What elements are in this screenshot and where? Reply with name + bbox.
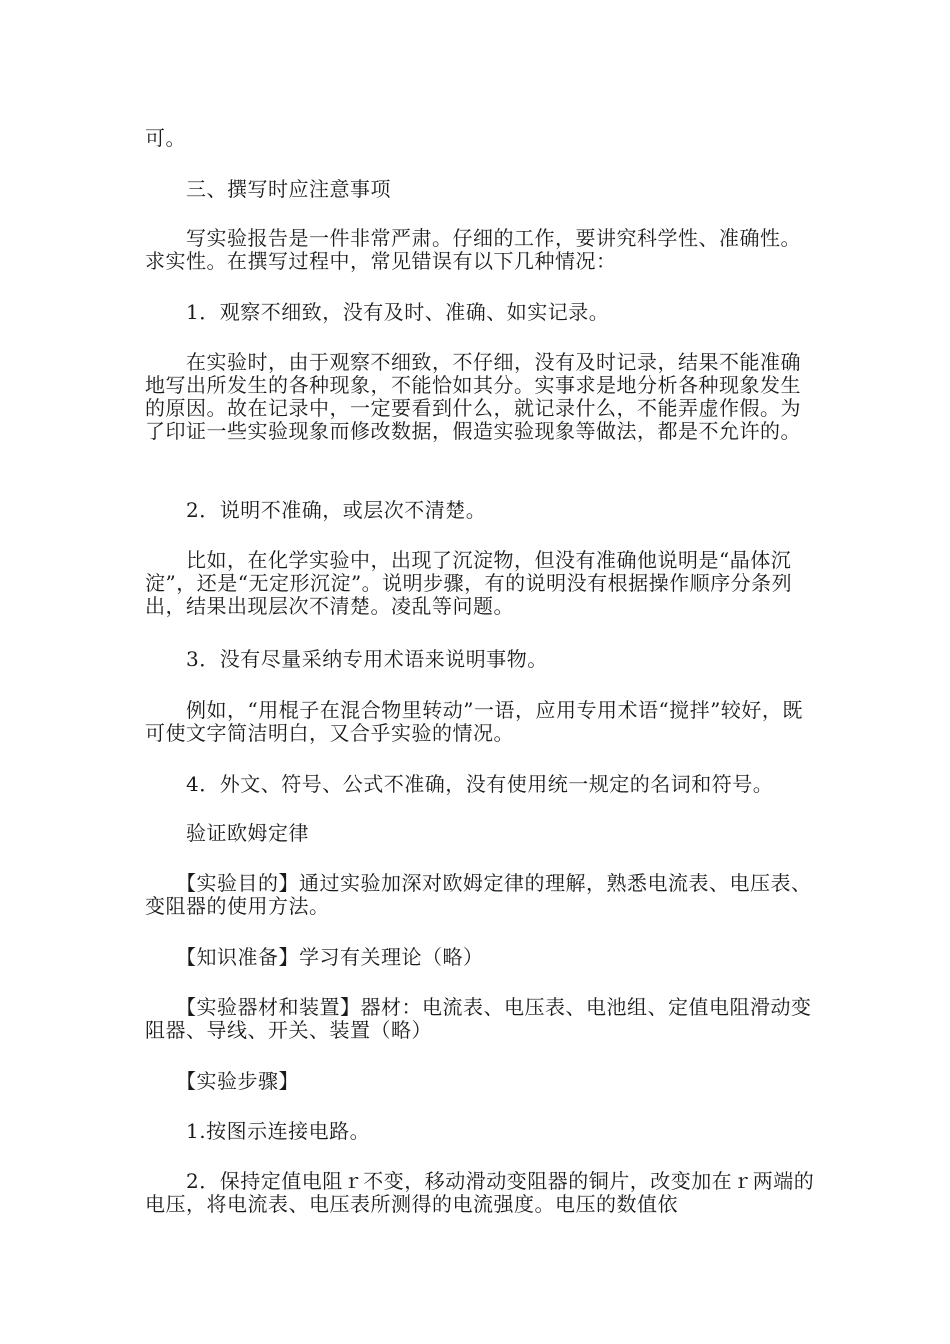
paragraph-observation: 在实验时，由于观察不细致，不仔细，没有及时记录，结果不能准确地写出所发生的各种现象，不能恰如其分。实事求是地分析各种现象发生的原因。故在记录中，一定要看到什么，就记录什么，不能弄虚作假。为了印证一些实验现象而修改数据，假造实验现象等做法，都是不允许的。	[145, 350, 801, 443]
experiment-knowledge: 【知识准备】学习有关理论（略）	[145, 945, 484, 969]
list-item-2-heading: 2．说明不准确，或层次不清楚。	[145, 498, 487, 522]
experiment-equipment: 【实验器材和装置】器材：电流表、电压表、电池组、定值电阻滑动变阻器、导线、开关、装置（略）	[145, 995, 812, 1042]
paragraph-example-terms: 例如，“用棍子在混合物里转动”一语，应用专用术语“搅拌”较好，既可使文字简洁明白，又合乎实验的情况。	[145, 698, 803, 745]
experiment-step-2: 2．保持定值电阻ｒ不变，移动滑动变阻器的铜片，改变加在ｒ两端的电压，将电流表、电压表所测得的电流强度。电压的数值依	[145, 1169, 815, 1216]
list-item-4-heading: 4．外文、符号、公式不准确，没有使用统一规定的名词和符号。	[145, 772, 774, 796]
list-item-1-heading: 1．观察不细致，没有及时、准确、如实记录。	[145, 300, 610, 324]
list-item-3-heading: 3．没有尽量采纳专用术语来说明事物。	[145, 647, 548, 671]
paragraph-intro: 写实验报告是一件非常严肃。仔细的工作，要讲究科学性、准确性。求实性。在撰写过程中，常见错误有以下几种情况：	[145, 226, 801, 273]
section-heading-notes: 三、撰写时应注意事项	[145, 177, 391, 201]
experiment-steps-heading: 【实验步骤】	[145, 1069, 299, 1093]
experiment-purpose: 【实验目的】通过实验加深对欧姆定律的理解，熟悉电流表、电压表、变阻器的使用方法。	[145, 871, 812, 918]
paragraph-example-chemistry: 比如，在化学实验中，出现了沉淀物，但没有准确他说明是“晶体沉淀”，还是“无定形沉淀”。说明步骤，有的说明没有根据操作顺序分条列出，结果出现层次不清楚。凌乱等问题。	[145, 548, 793, 618]
paragraph-continuation: 可。	[145, 126, 186, 150]
experiment-title: 验证欧姆定律	[145, 821, 309, 845]
experiment-step-1: 1.按图示连接电路。	[145, 1119, 371, 1143]
